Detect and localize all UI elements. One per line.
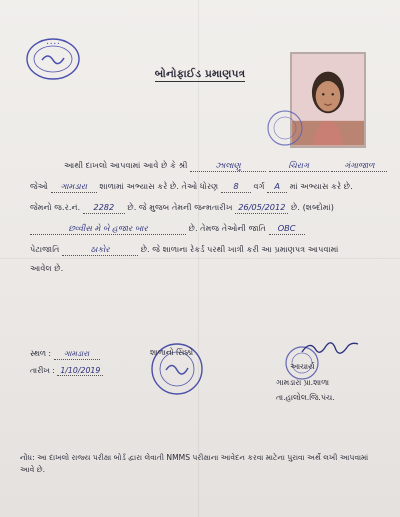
principal-signature — [300, 338, 360, 358]
dob-in-words: છવ્વીસ મે બે હજાર બાર — [30, 223, 186, 235]
surname: ગંગાજાળ — [331, 160, 387, 172]
signatory-school: ગામડારા પ્રા.શાળા — [276, 378, 330, 387]
date-of-birth: 26/05/2012 — [235, 202, 288, 214]
signatory-title: આચાર્ય — [290, 362, 315, 371]
certificate-line-2: જેઓ ગામડારા શાળામાં અભ્યાસ કરે છે. તેઓ ધોરણ 8 વર્ગ A માં અભ્યાસ કરે છે. — [30, 181, 353, 191]
signatory-address: તા.હાલોલ.જિ.પંચ. — [276, 393, 335, 402]
certificate-line-4: છવ્વીસ મે બે હજાર બાર છે. તેમજ તેઓની જાતિ OBC — [30, 223, 372, 235]
subcaste: ઠાકોર — [62, 244, 138, 256]
certificate-note: નોંધ: આ દાખલો રાજ્ય પરીક્ષા બોર્ડ દ્વારા લેવાતી NMMS પરીક્ષાના આવેદન કરવા માટેના પુરાવા અર્થે લખી આપવામાં આવે છે. — [20, 453, 369, 474]
caste: OBC — [269, 223, 305, 235]
student-name: ઝાલાણુ — [190, 160, 266, 172]
standard: 8 — [221, 181, 251, 193]
certificate-line-1: આથી દાખલો આપવામાં આવે છે કે શ્રી ઝાલાણુ ચિરાગ ગંગાજાળ — [64, 160, 372, 172]
school-name: ગામડારા — [51, 181, 97, 193]
date-field: તારીખ : 1/10/2019 — [30, 366, 103, 376]
certificate-line-3: જેમનો જ.ર.નં. 2282 છે. જે મુજબ તેમની જન્મતારીખ 26/05/2012 છે. (શબ્દોમાં) — [30, 202, 334, 212]
father-name: ચિરાગ — [269, 160, 329, 172]
photo-seal-stamp — [265, 108, 305, 148]
svg-text:• • • •: • • • • — [46, 41, 60, 46]
fold-crease — [0, 258, 400, 259]
certificate-line-6: આવેલ છે. — [30, 263, 64, 273]
place-value: ગામડારા — [54, 349, 100, 360]
registration-number: 2282 — [83, 202, 125, 214]
certificate-line-5: પેટાજાતિ ઠાકોર છે. જે શાળાના રેકર્ડ પરથી ખાત્રી કરી આ પ્રમાણપત્ર આપવામાં — [30, 244, 339, 254]
division: A — [267, 181, 287, 193]
place-field: સ્થળ : ગામડારા — [30, 349, 100, 360]
date-value: 1/10/2019 — [57, 366, 103, 376]
seal-label: શાળાનો સિક્કો — [150, 348, 194, 357]
certificate-title: બોનોફાઈડ પ્રમાણપત્ર — [154, 68, 246, 80]
